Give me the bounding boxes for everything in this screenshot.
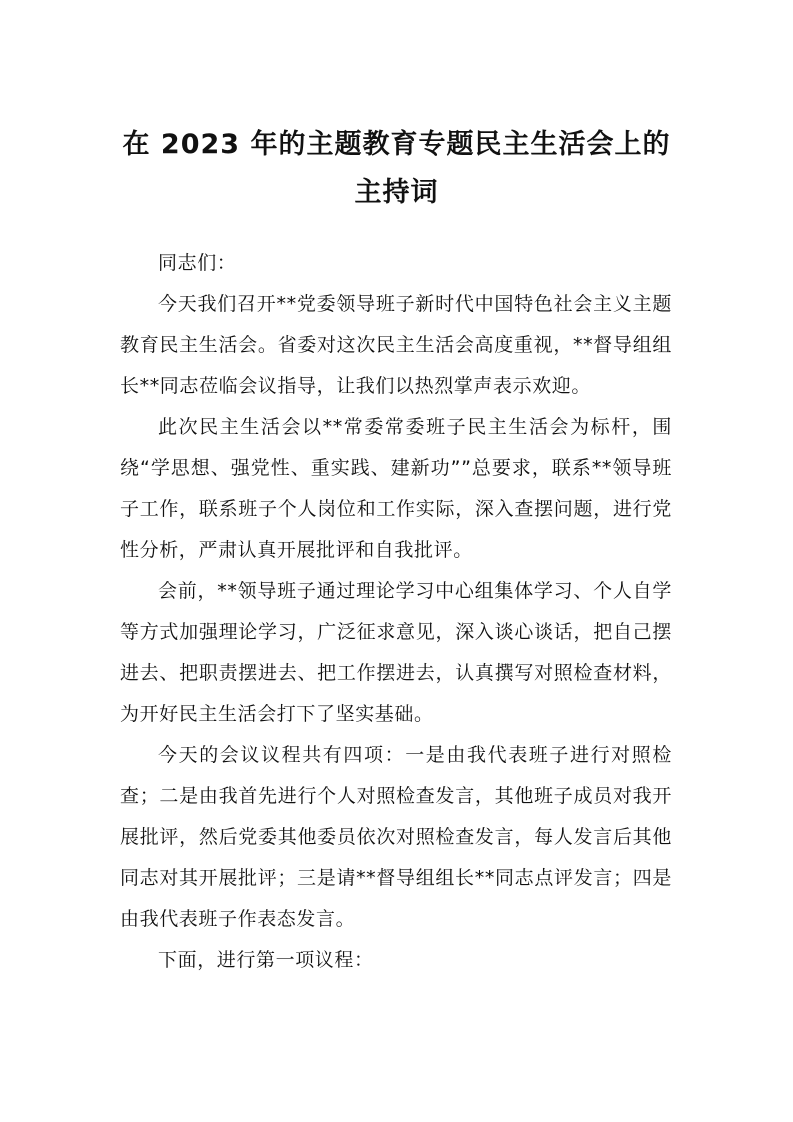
body-paragraph: 会前，**领导班子通过理论学习中心组集体学习、个人自学等方式加强理论学习，广泛征求意见，深入谈心谈话，把自己摆进去、把职责摆进去、把工作摆进去，认真撰写对照检查材料，为开好民主生活会打下了坚实基础。	[120, 580, 672, 725]
document-body	[120, 243, 672, 981]
document-title-line-1: 在 2023 年的主题教育专题民主生活会上的	[122, 129, 671, 160]
greeting-paragraph: 同志们：	[158, 252, 237, 274]
document-title-line-2: 主持词	[354, 177, 439, 208]
body-paragraph: 今天的会议议程共有四项：一是由我代表班子进行对照检查；二是由我首先进行个人对照检查发言，其他班子成员对我开展批评，然后党委其他委员依次对照检查发言，每人发言后其他同志对其开展批评；三是请**督导组组长**同志点评发言；四是由我代表班子作表态发言。	[120, 744, 672, 930]
body-paragraph: 今天我们召开**党委领导班子新时代中国特色社会主义主题教育民主生活会。省委对这次民主生活会高度重视，**督导组组长**同志莅临会议指导，让我们以热烈掌声表示欢迎。	[120, 293, 672, 397]
body-paragraph: 此次民主生活会以**常委常委班子民主生活会为标杆，围绕“学思想、强党性、重实践、建新功””总要求，联系**领导班子工作，联系班子个人岗位和工作实际，深入查摆问题，进行党性分析，严肃认真开展批评和自我批评。	[120, 416, 672, 561]
body-paragraph: 下面，进行第一项议程：	[158, 949, 374, 971]
